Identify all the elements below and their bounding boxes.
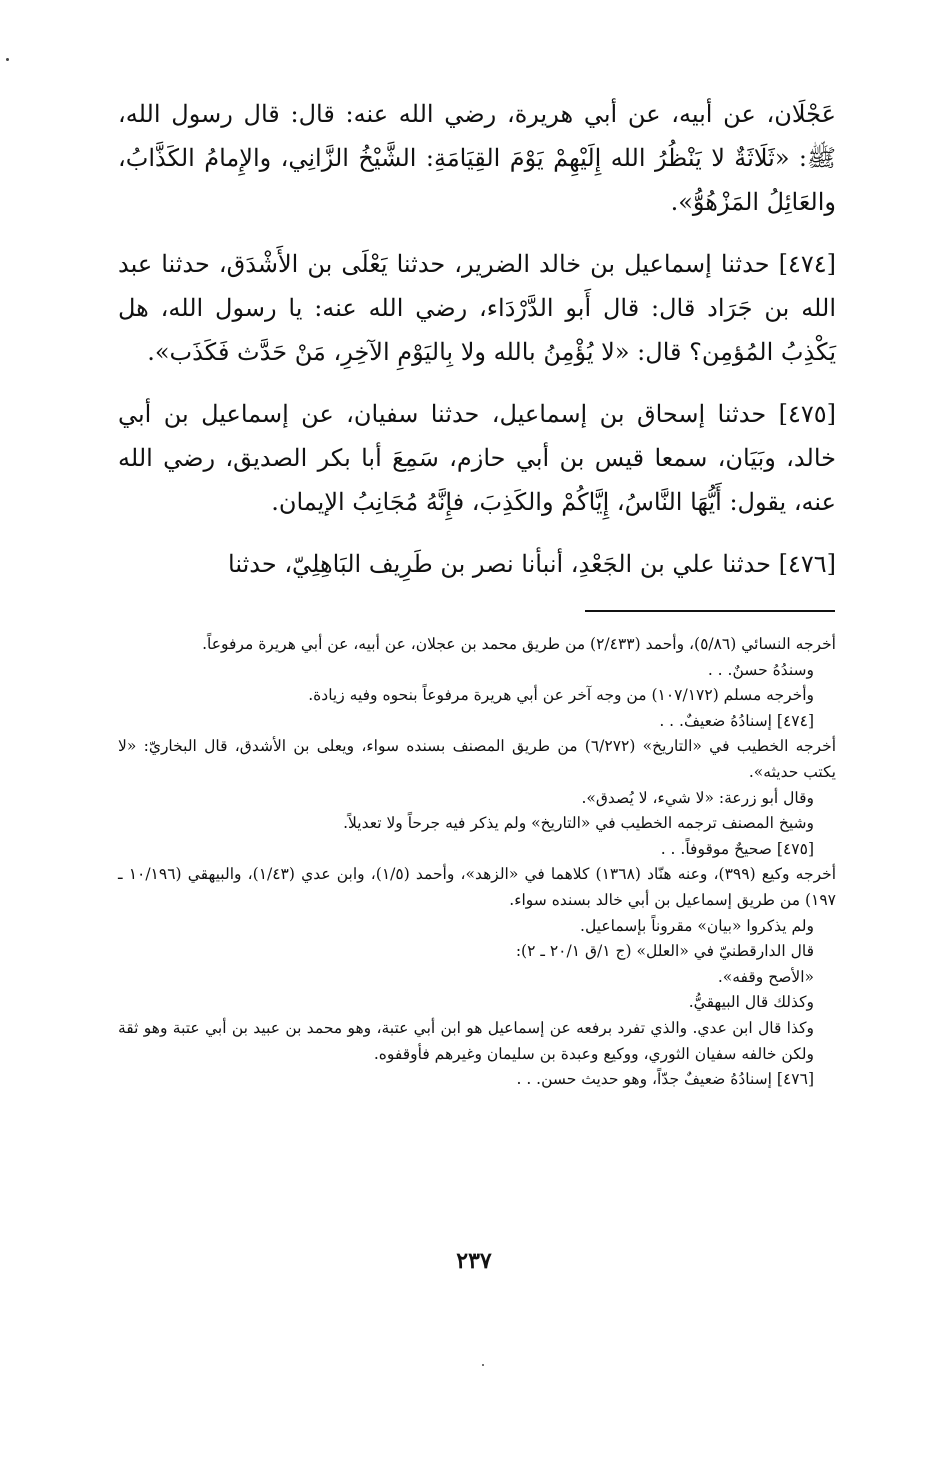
hadith-paragraph-475: [٤٧٥] حدثنا إسحاق بن إسماعيل، حدثنا سفيان، عن إسماعيل بن أبي خالد، وبَيَان، سمعا قيس بن أبي حازم، سَمِعَ أبا بكر الصديق، رضي الله عنه، يقول: أَيُّهَا النَّاسُ، إِيَّاكُمْ والكَذِبَ، فإِنَّهُ مُجَانِبُ الإيمان. xyxy=(118,400,836,516)
footnote-line: أخرجه النسائي (٥/٨٦)، وأحمد (٢/٤٣٣) من طريق محمد بن عجلان، عن أبيه، عن أبي هريرة مرفوعاً. xyxy=(202,635,836,653)
scan-speck xyxy=(6,58,9,61)
footnote-line: وسندُهُ حسنٌ. . . xyxy=(707,660,814,679)
footnote-line: [٤٧٦] إسنادُهُ ضعيفٌ جدّاً، وهو حديث حسن. . . xyxy=(516,1070,814,1089)
footnote-line: أخرجه الخطيب في «التاريخ» (٦/٢٧٢) من طريق المصنف بسنده سواء، ويعلى بن الأشدق، قال البخاريّ: «لا يكتب حديثه». xyxy=(118,737,837,781)
footnote-line: وكذا قال ابن عدي. والذي تفرد برفعه عن إسماعيل هو ابن أبي عتبة، وهو محمد بن عبيد بن أبي عتبة وهو ثقة ولكن خالفه سفيان الثوري، ووكيع وعبدة بن سليمان وغيرهم فأوقفوه. xyxy=(118,1018,814,1063)
main-text-block xyxy=(118,92,836,586)
footnote-line: ولم يذكروا «بيان» مقروناً بإسماعيل. xyxy=(580,916,814,935)
hadith-paragraph-474: [٤٧٤] حدثنا إسماعيل بن خالد الضرير، حدثنا يَعْلَى بن الأَشْدَق، حدثنا عبد الله بن جَرَاد قال: قال أَبو الدَّرْدَاء، رضي الله عنه: يا رسول الله، هل يَكْذِبُ المُؤمِن؟ قال: «لا يُؤْمِنُ بالله ولا بِاليَوْمِ الآخِرِ، مَنْ حَدَّث فَكَذَب». xyxy=(118,250,836,366)
footnote-line: قال الدارقطنيّ في «العلل» (ج ١/ق ٢٠/١ ـ ٢): xyxy=(515,942,814,961)
hadith-paragraph-476: [٤٧٦] حدثنا علي بن الجَعْدِ، أنبأنا نصر بن طَرِيف البَاهِلِيّ، حدثنا xyxy=(228,550,836,578)
footnote-line: [٤٧٥] صحيحٌ موقوفاً. . . xyxy=(660,839,814,858)
footnote-line: وأخرجه مسلم (١٠٧/١٧٢) من وجه آخر عن أبي هريرة مرفوعاً بنحوه وفيه زيادة. xyxy=(308,686,814,705)
footnote-line: وشيخ المصنف ترجمه الخطيب في «التاريخ» ولم يذكر فيه جرحاً ولا تعديلاً. xyxy=(343,814,814,833)
footnote-divider xyxy=(585,610,835,612)
page-number: ٢٣٧ xyxy=(456,1248,492,1274)
scan-speck xyxy=(482,1364,484,1366)
footnote-line: [٤٧٤] إسنادُهُ ضعيفٌ. . . xyxy=(659,711,814,730)
footnote-line: وكذلك قال البيهقيُّ. xyxy=(688,993,814,1012)
footnotes-block xyxy=(118,632,836,1093)
footnote-line: أخرجه وكيع (٣٩٩)، وعنه هنّاد (١٣٦٨) كلاهما في «الزهد»، وأحمد (١/٥)، وابن عدي (١/٤٣)، والبيهقي (١٠/١٩٦ ـ ١٩٧) من طريق إسماعيل بن أبي خالد بسنده سواء. xyxy=(118,865,837,909)
footnote-line: وقال أبو زرعة: «لا شيء، لا يُصدق». xyxy=(581,788,814,807)
footnote-line: «الأصح وقفه». xyxy=(717,967,814,986)
hadith-paragraph-continuation: عَجْلَان، عن أبيه، عن أبي هريرة، رضي الله عنه: قال: قال رسول الله، ﷺ: «ثَلَاثَةٌ لا يَنْظُرُ الله إِلَيْهِمْ يَوْمَ القِيَامَةِ: الشَّيْخُ الزَّانِي، والإِمامُ الكَذَّابُ، والعَائِلُ المَزْهُوُّ». xyxy=(118,100,836,216)
